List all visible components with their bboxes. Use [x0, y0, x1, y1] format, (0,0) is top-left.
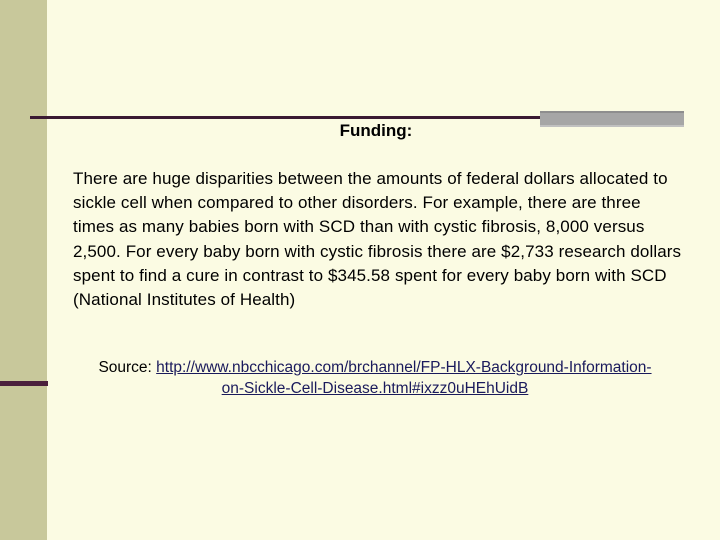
source-label: Source:: [98, 359, 157, 376]
slide-heading: Funding:: [339, 121, 413, 140]
body-paragraph: There are huge disparities between the amounts of federal dollars allocated to sickle cell when compared to other disorders. For example, there are three times as many babies born with SCD than with cystic fibrosis, 8,000 versus 2,500. For every baby born with cystic fibrosis there are $2,733 research dollars spent to find a cure in contrast to $345.58 spent for every baby born with SCD (National Institutes of Health): [73, 169, 682, 310]
source-link[interactable]: http://www.nbcchicago.com/brchannel/FP-HLX-Background-Information-on-Sickle-Cell-Disease.html#ixzz0uHEhUidB: [156, 359, 652, 397]
sidebar-accent-bar: [0, 381, 48, 386]
slide-sidebar: [0, 0, 47, 540]
title-divider: [30, 116, 540, 119]
source-citation: [90, 358, 660, 399]
